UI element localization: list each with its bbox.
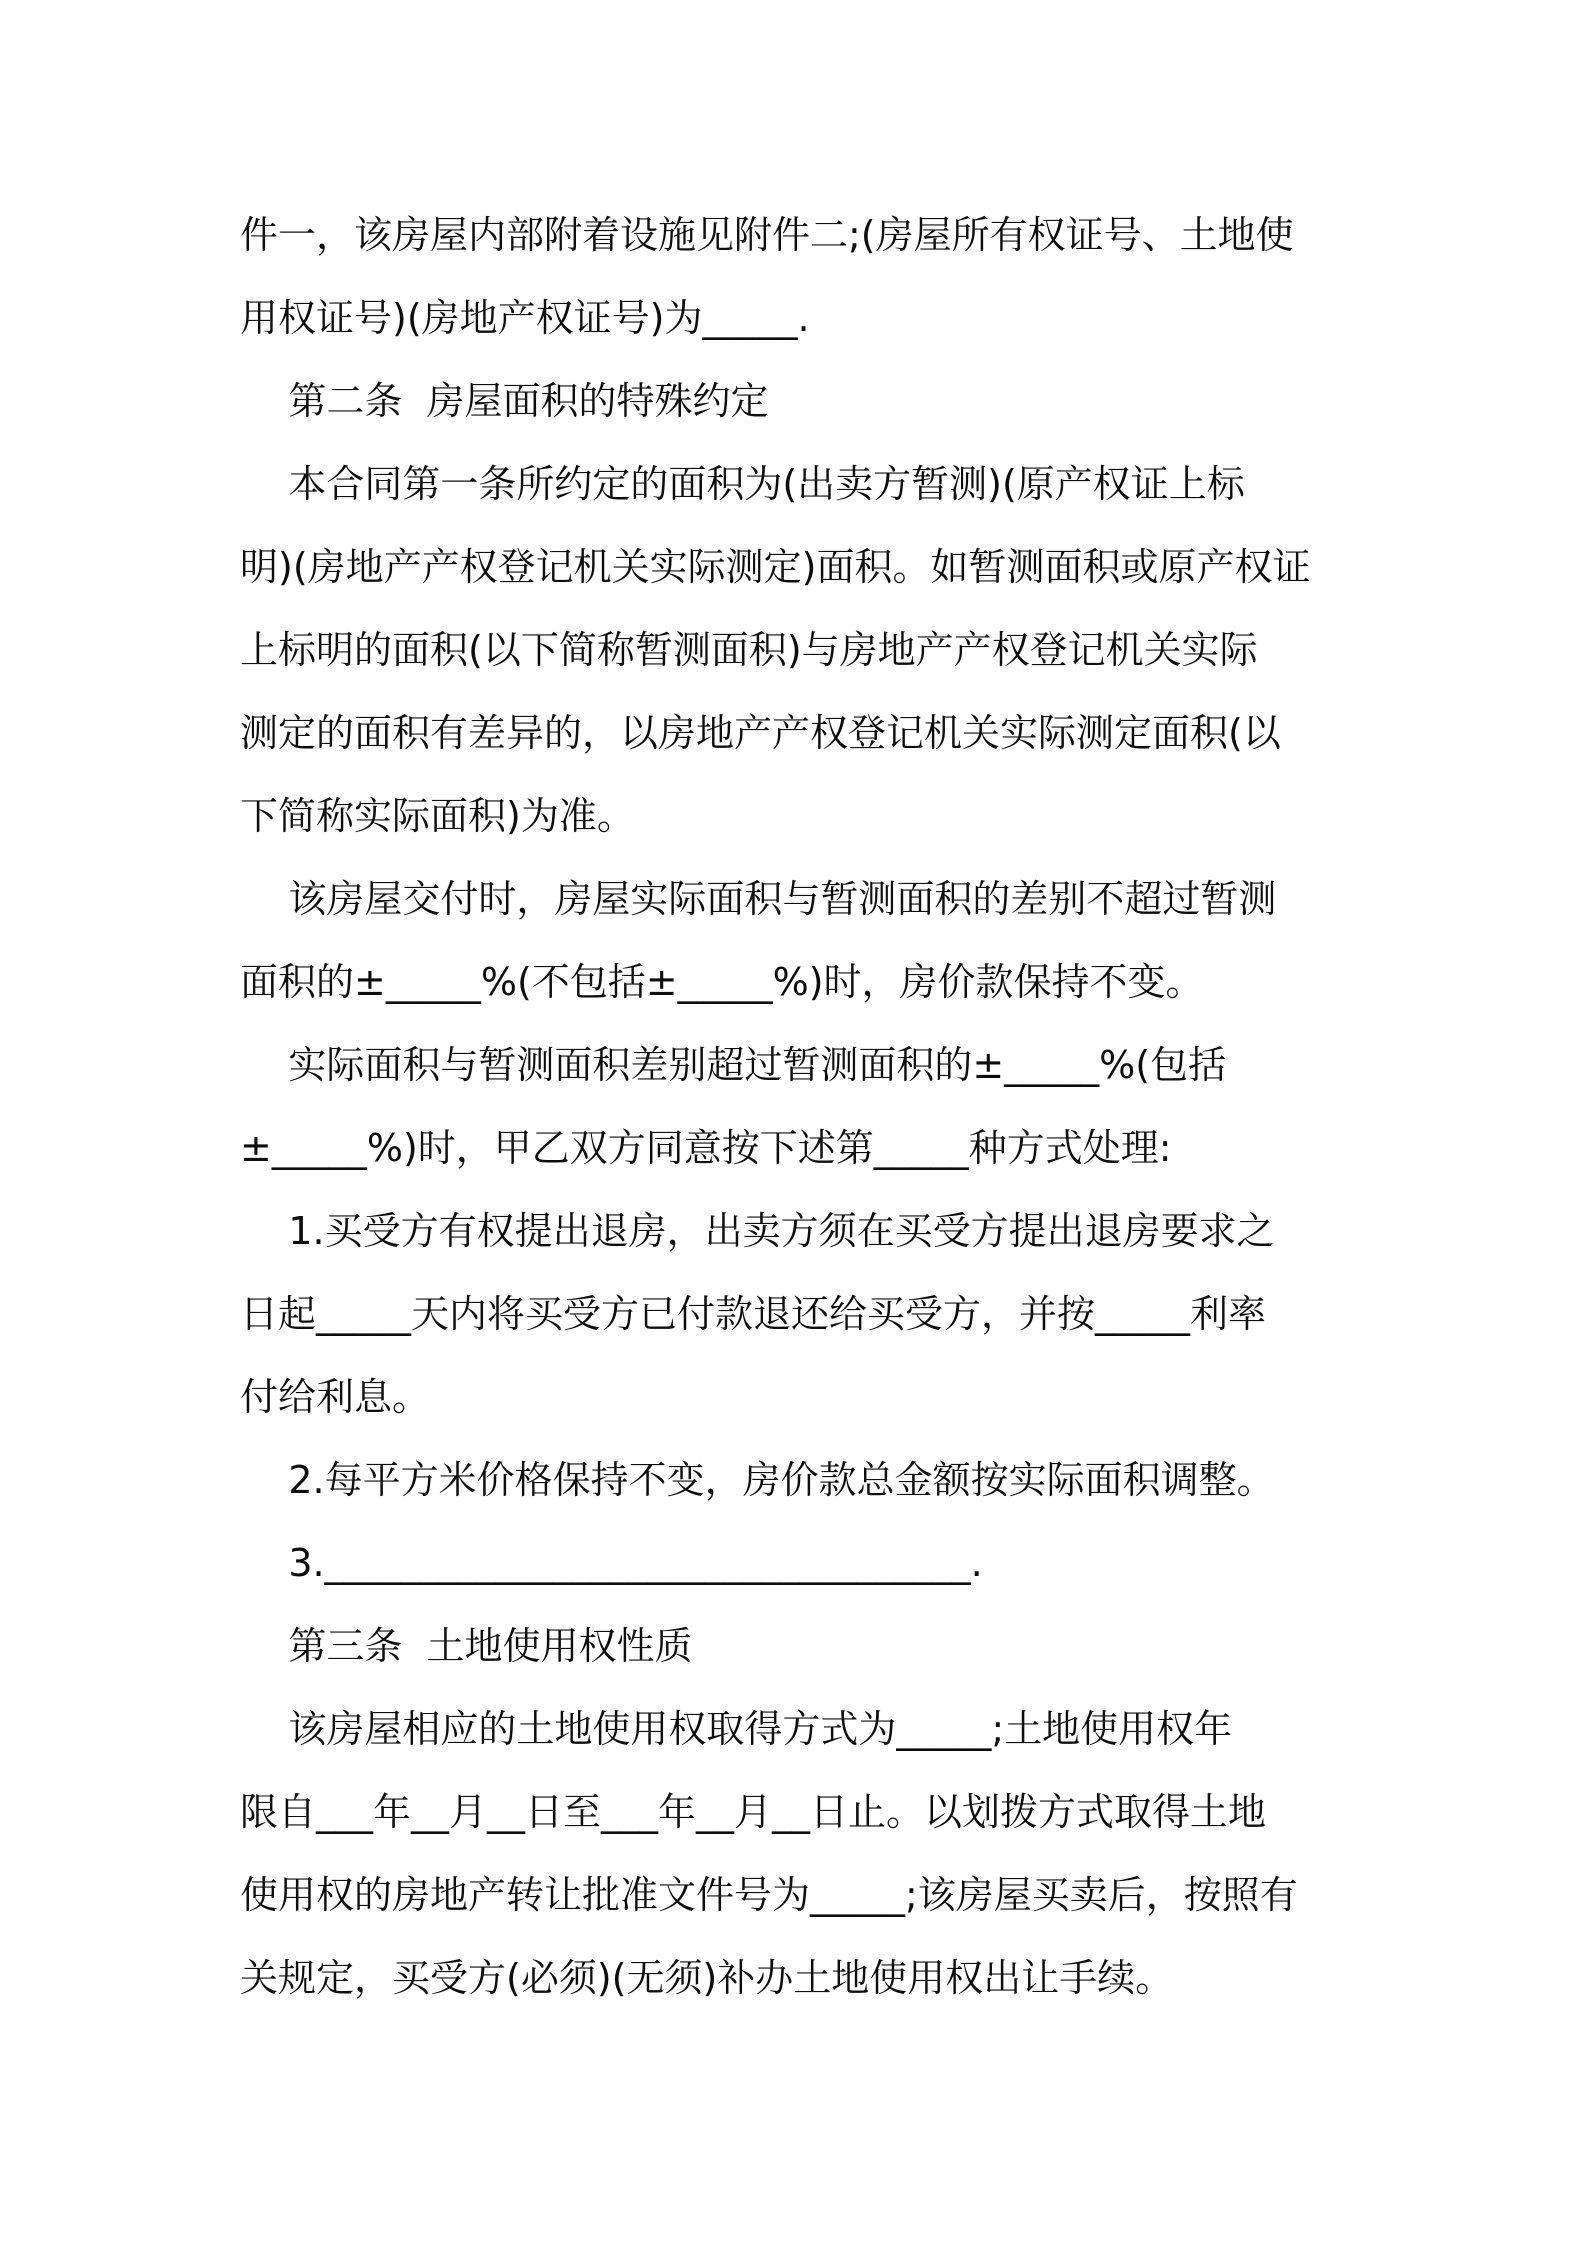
text-line: 下简称实际面积)为准。 (240, 794, 635, 838)
text-line: 日起_____天内将买受方已付款退还给买受方，并按_____利率 (240, 1292, 1267, 1336)
text-line: ±_____%)时，甲乙双方同意按下述第_____种方式处理: (240, 1126, 1172, 1170)
text-line: 使用权的房地产转让批准文件号为_____;该房屋买卖后，按照有 (240, 1873, 1298, 1917)
text-line: 该房屋交付时，房屋实际面积与暂测面积的差别不超过暂测 (240, 877, 1277, 921)
text-line: 关规定，买受方(必须)(无须)补办土地使用权出让手续。 (240, 1956, 1174, 2000)
article-heading: 第二条 房屋面积的特殊约定 (240, 379, 769, 423)
text-line: 用权证号)(房地产权证号)为_____. (240, 296, 810, 340)
text-line: 该房屋相应的土地使用权取得方式为_____;土地使用权年 (240, 1707, 1233, 1751)
document-body (240, 194, 1360, 2020)
text-line: 本合同第一条所约定的面积为(出卖方暂测)(原产权证上标 (240, 462, 1245, 506)
text-line: 付给利息。 (240, 1375, 431, 1419)
text-line: 实际面积与暂测面积差别超过暂测面积的±_____%(包括 (240, 1043, 1227, 1087)
text-line: 限自___年__月__日至___年__月__日止。以划拨方式取得土地 (240, 1790, 1267, 1834)
text-line: 2.每平方米价格保持不变，房价款总金额按实际面积调整。 (240, 1458, 1275, 1502)
text-line: 1.买受方有权提出退房，出卖方须在买受方提出退房要求之 (240, 1209, 1275, 1253)
text-line: 件一，该房屋内部附着设施见附件二;(房屋所有权证号、土地使 (240, 213, 1294, 257)
text-line: 明)(房地产产权登记机关实际测定)面积。如暂测面积或原产权证 (240, 545, 1311, 589)
text-line: 面积的±_____%(不包括±_____%)时，房价款保持不变。 (240, 960, 1204, 1004)
article-heading: 第三条 土地使用权性质 (240, 1624, 693, 1668)
text-line: 上标明的面积(以下简称暂测面积)与房地产产权登记机关实际 (240, 628, 1258, 672)
text-line: 3.__________________________________. (240, 1541, 983, 1585)
text-line: 测定的面积有差异的，以房地产产权登记机关实际测定面积(以 (240, 711, 1281, 755)
